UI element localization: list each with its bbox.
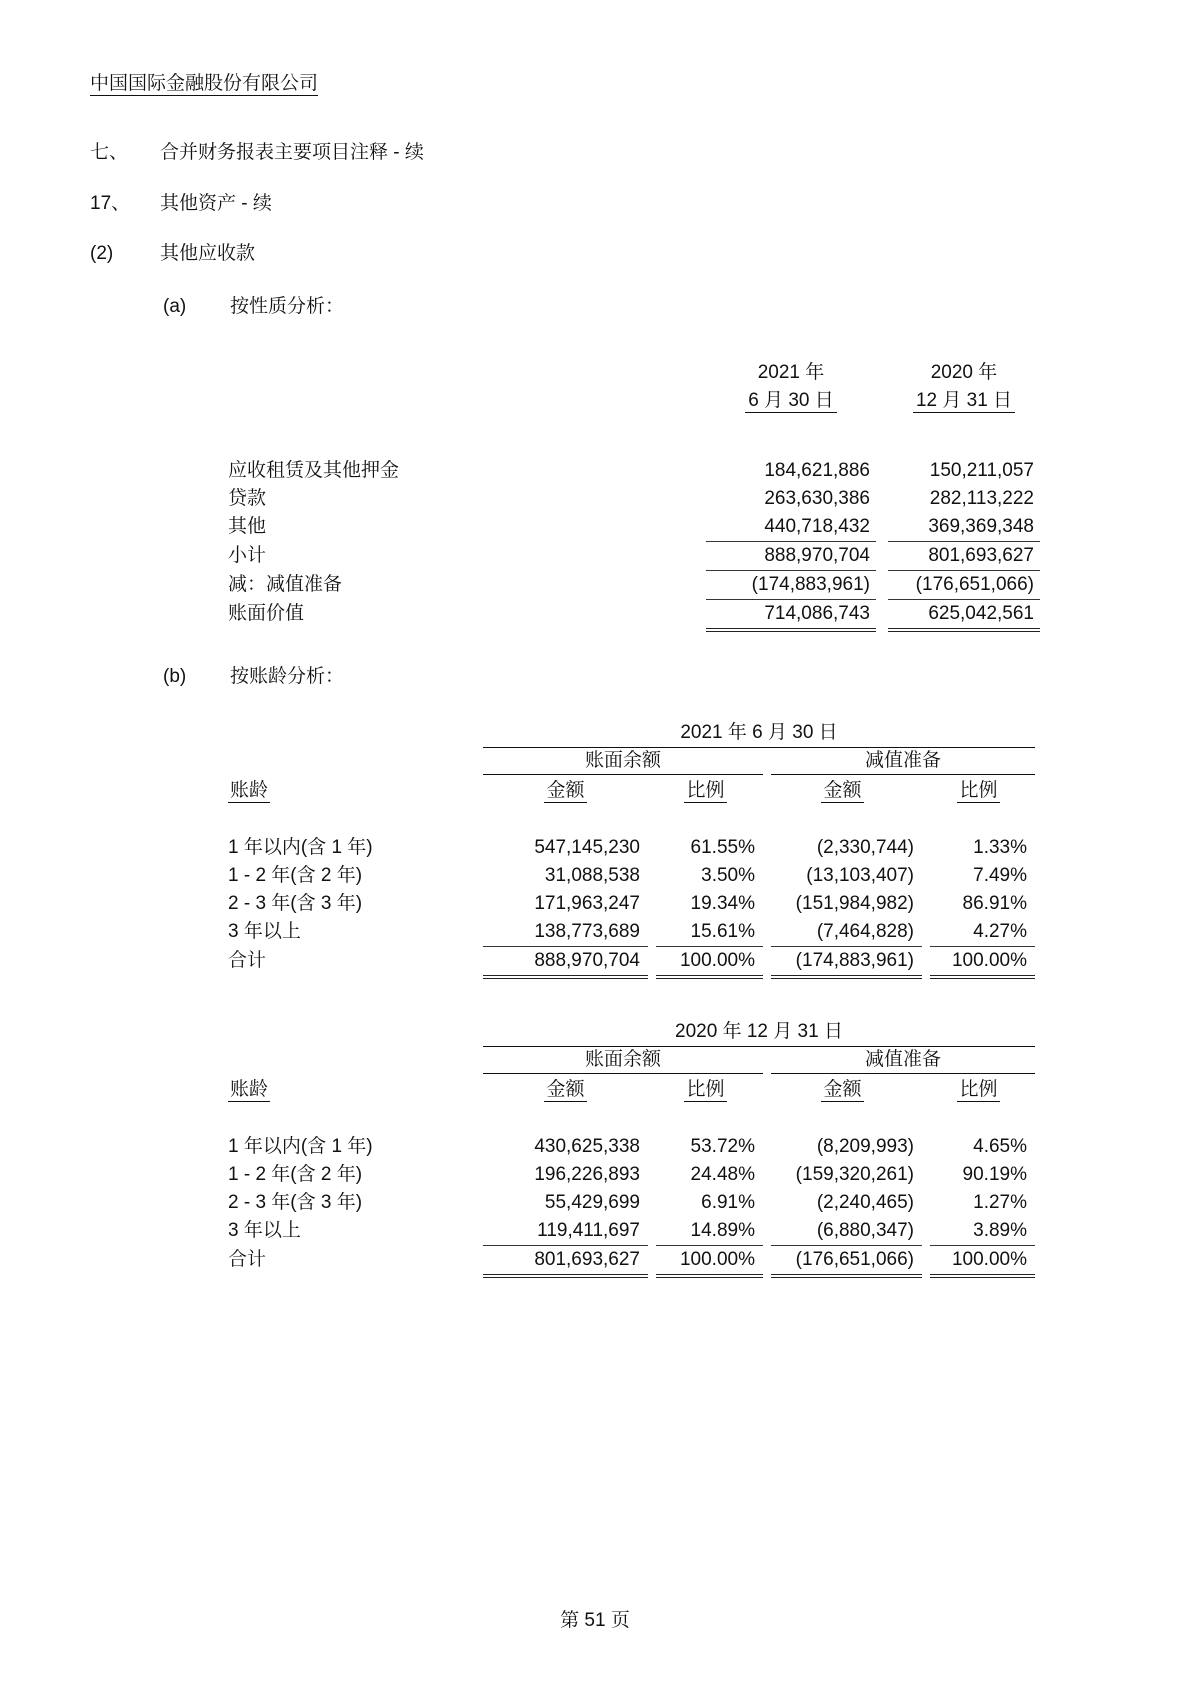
cell-impairment-amount: (2,330,744) xyxy=(816,837,914,858)
company-name xyxy=(90,68,1190,95)
table-row xyxy=(228,1161,1190,1189)
cell-balance-amount: 138,773,689 xyxy=(483,918,648,947)
cell-impairment-amount: (6,880,347) xyxy=(771,1217,922,1246)
subheading-text: 按性质分析： xyxy=(230,296,345,317)
row-label-aging: 3 年以上 xyxy=(228,1220,301,1241)
row-label-aging: 2 - 3 年(含 3 年) xyxy=(228,893,363,914)
cell-balance-ratio: 61.55% xyxy=(690,837,755,858)
table-row xyxy=(228,1246,1190,1278)
cell-impairment-amount: (13,103,407) xyxy=(806,865,914,886)
subheading-text: 按账龄分析： xyxy=(230,666,345,687)
row-label-aging: 1 - 2 年(含 2 年) xyxy=(228,865,363,886)
col-header-aging xyxy=(228,1076,483,1104)
cell-value-2021: 714,086,743 xyxy=(706,600,876,632)
table-b1-group-headers xyxy=(483,748,1190,775)
subheading-b xyxy=(163,663,1190,691)
heading-item-2 xyxy=(90,240,1190,268)
heading-text: 其他应收款 xyxy=(160,243,256,264)
table-a-header xyxy=(228,359,1190,415)
table-b1-body xyxy=(0,834,1190,979)
cell-value-2021: 440,718,432 xyxy=(706,513,876,542)
table-row xyxy=(228,1189,1190,1217)
table-b1-column-headers xyxy=(228,777,1190,805)
col-header-year: 2020 年 xyxy=(930,362,998,383)
group-header-balance: 账面余额 xyxy=(483,1047,763,1074)
table-row xyxy=(228,542,1190,571)
subheading-a xyxy=(163,293,1190,321)
heading-number: 七、 xyxy=(90,142,129,163)
table-b2-date-title: 2020 年 12 月 31 日 xyxy=(483,1018,1035,1047)
subheading-number: (b) xyxy=(163,666,187,687)
cell-impairment-ratio: 100.00% xyxy=(930,947,1035,979)
table-row xyxy=(228,1133,1190,1161)
heading-number: (2) xyxy=(90,243,114,264)
table-row xyxy=(228,834,1190,862)
cell-balance-ratio: 6.91% xyxy=(701,1192,755,1213)
col-header-ratio xyxy=(648,1076,763,1104)
col-header-text: 比例 xyxy=(686,1079,725,1100)
group-header-impairment: 减值准备 xyxy=(771,1047,1035,1074)
cell-impairment-amount: (151,984,982) xyxy=(795,893,914,914)
col-header-text: 比例 xyxy=(959,1079,998,1100)
subheading-number: (a) xyxy=(163,296,187,317)
cell-impairment-amount: (176,651,066) xyxy=(771,1246,922,1278)
cell-value-2020: 801,693,627 xyxy=(888,542,1040,571)
table-row xyxy=(228,485,1190,513)
row-label-aging: 2 - 3 年(含 3 年) xyxy=(228,1192,363,1213)
group-header-impairment: 减值准备 xyxy=(771,748,1035,775)
cell-impairment-amount: (2,240,465) xyxy=(816,1192,914,1213)
cell-impairment-ratio: 4.65% xyxy=(973,1136,1027,1157)
col-header-text: 金额 xyxy=(823,1079,862,1100)
table-row xyxy=(228,890,1190,918)
cell-balance-amount: 119,411,697 xyxy=(483,1217,648,1246)
heading-text: 其他资产 - 续 xyxy=(160,193,272,214)
cell-impairment-amount: (8,209,993) xyxy=(816,1136,914,1157)
col-header-ratio xyxy=(648,777,763,805)
table-row xyxy=(228,862,1190,890)
cell-value-2021: 184,621,886 xyxy=(764,460,870,481)
cell-impairment-ratio: 90.19% xyxy=(962,1164,1027,1185)
table-a-col-2020 xyxy=(888,359,1040,415)
group-header-balance: 账面余额 xyxy=(483,748,763,775)
row-label-aging: 1 年以内(含 1 年) xyxy=(228,837,373,858)
col-header-text: 账龄 xyxy=(230,780,269,801)
cell-balance-amount: 430,625,338 xyxy=(534,1136,640,1157)
col-header-aging xyxy=(228,777,483,805)
row-label: 账面价值 xyxy=(228,603,305,624)
cell-balance-amount: 171,963,247 xyxy=(534,893,640,914)
cell-balance-ratio: 100.00% xyxy=(656,947,763,979)
cell-impairment-ratio: 3.89% xyxy=(930,1217,1035,1246)
col-header-text: 金额 xyxy=(823,780,862,801)
table-b2-group-headers xyxy=(483,1047,1190,1074)
row-label: 应收租赁及其他押金 xyxy=(228,460,400,481)
cell-value-2020: 282,113,222 xyxy=(929,488,1034,509)
cell-balance-ratio: 19.34% xyxy=(690,893,755,914)
table-b1-date-title: 2021 年 6 月 30 日 xyxy=(483,719,1035,748)
row-label: 贷款 xyxy=(228,488,267,509)
cell-impairment-amount: (174,883,961) xyxy=(771,947,922,979)
col-header-text: 比例 xyxy=(959,780,998,801)
col-header-amount xyxy=(483,1076,648,1104)
heading-note-section xyxy=(90,139,1190,167)
cell-balance-ratio: 14.89% xyxy=(656,1217,763,1246)
row-label-aging: 3 年以上 xyxy=(228,921,301,942)
cell-value-2020: 150,211,057 xyxy=(929,460,1034,481)
cell-value-2021: 888,970,704 xyxy=(706,542,876,571)
table-row xyxy=(228,457,1190,485)
col-header-ratio xyxy=(922,777,1035,805)
table-row xyxy=(228,600,1190,632)
spacer-cell xyxy=(228,359,706,415)
cell-balance-ratio: 3.50% xyxy=(701,865,755,886)
cell-impairment-amount: (7,464,828) xyxy=(771,918,922,947)
table-row xyxy=(228,571,1190,600)
col-header-ratio xyxy=(922,1076,1035,1104)
col-header-text: 金额 xyxy=(546,1079,585,1100)
heading-note-17 xyxy=(90,190,1190,218)
cell-value-2021: 263,630,386 xyxy=(764,488,870,509)
cell-balance-ratio: 53.72% xyxy=(690,1136,755,1157)
cell-impairment-ratio: 1.27% xyxy=(973,1192,1027,1213)
cell-balance-ratio: 24.48% xyxy=(690,1164,755,1185)
cell-balance-amount: 888,970,704 xyxy=(483,947,648,979)
row-label-aging: 1 - 2 年(含 2 年) xyxy=(228,1164,363,1185)
table-row xyxy=(228,918,1190,947)
company-name-text: 中国国际金融股份有限公司 xyxy=(90,73,319,94)
cell-value-2021: (174,883,961) xyxy=(706,571,876,600)
col-header-date: 6 月 30 日 xyxy=(745,390,837,413)
table-b2-body xyxy=(0,1133,1190,1278)
page-number: 第 51 页 xyxy=(560,1610,630,1631)
row-label: 减：减值准备 xyxy=(228,574,343,595)
cell-balance-amount: 196,226,893 xyxy=(534,1164,640,1185)
row-label: 其他 xyxy=(228,516,267,537)
row-label-aging: 1 年以内(含 1 年) xyxy=(228,1136,373,1157)
row-label-aging: 合计 xyxy=(228,950,267,971)
heading-text: 合并财务报表主要项目注释 - 续 xyxy=(160,142,424,163)
table-row xyxy=(228,513,1190,542)
col-header-year: 2021 年 xyxy=(757,362,825,383)
cell-balance-ratio: 15.61% xyxy=(656,918,763,947)
table-row xyxy=(228,947,1190,979)
cell-balance-amount: 547,145,230 xyxy=(534,837,640,858)
col-header-amount xyxy=(763,777,922,805)
row-label: 小计 xyxy=(228,545,267,566)
cell-impairment-ratio: 4.27% xyxy=(930,918,1035,947)
col-header-text: 金额 xyxy=(546,780,585,801)
cell-impairment-ratio: 1.33% xyxy=(973,837,1027,858)
col-header-text: 账龄 xyxy=(230,1079,269,1100)
cell-impairment-ratio: 100.00% xyxy=(930,1246,1035,1278)
cell-value-2020: 625,042,561 xyxy=(888,600,1040,632)
cell-balance-amount: 801,693,627 xyxy=(483,1246,648,1278)
col-header-amount xyxy=(763,1076,922,1104)
cell-value-2020: (176,651,066) xyxy=(888,571,1040,600)
col-header-amount xyxy=(483,777,648,805)
table-a-col-2021 xyxy=(706,359,876,415)
cell-impairment-ratio: 7.49% xyxy=(973,865,1027,886)
cell-balance-amount: 31,088,538 xyxy=(544,865,640,886)
cell-balance-ratio: 100.00% xyxy=(656,1246,763,1278)
cell-impairment-ratio: 86.91% xyxy=(962,893,1027,914)
cell-value-2020: 369,369,348 xyxy=(888,513,1040,542)
cell-impairment-amount: (159,320,261) xyxy=(795,1164,914,1185)
table-b2-column-headers xyxy=(228,1076,1190,1104)
col-header-text: 比例 xyxy=(686,780,725,801)
cell-balance-amount: 55,429,699 xyxy=(544,1192,640,1213)
heading-number: 17、 xyxy=(90,193,131,214)
col-header-date: 12 月 31 日 xyxy=(913,390,1015,413)
row-label-aging: 合计 xyxy=(228,1249,267,1270)
table-a-body xyxy=(0,457,1190,632)
table-row xyxy=(228,1217,1190,1246)
